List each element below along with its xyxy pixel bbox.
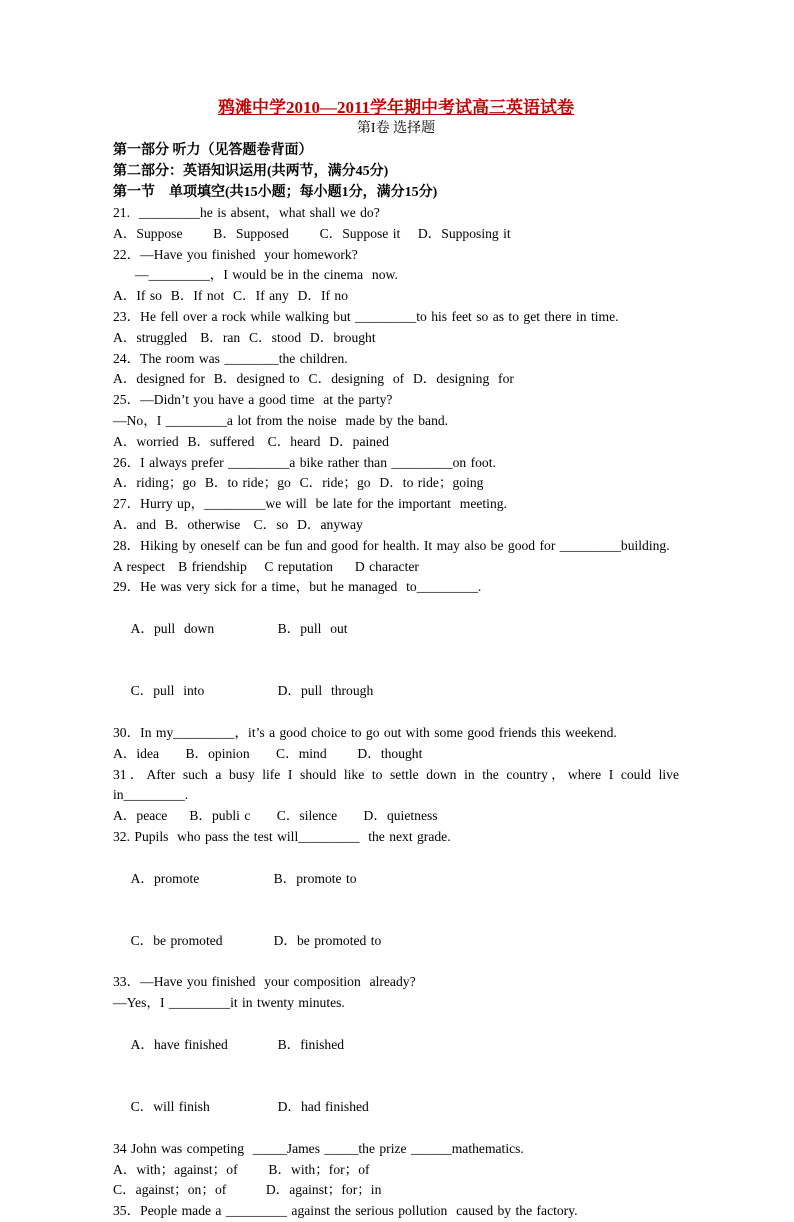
options-34-row1: A．with；against；of B．with；for；of — [113, 1161, 370, 1177]
option-33-b: B．finished — [277, 1036, 345, 1052]
question-34: 34 John was competing _____James _____the prize ______mathematics. — [113, 1140, 524, 1156]
option-29-c: C．pull into — [130, 683, 205, 699]
question-32: 32. Pupils who pass the test will_________ the next grade. — [113, 828, 451, 844]
question-22: 22．—Have you finished your homework? — [113, 246, 358, 262]
option-32-c: C．be promoted — [130, 932, 223, 948]
question-33: 33．—Have you finished your composition already? — [113, 974, 416, 990]
section-sec1-heading: 第一节 单项填空(共15小题；每小题1分，满分15分) — [113, 185, 438, 200]
options-31: A．peace B．publi c C．silence D．quietness — [113, 808, 438, 824]
options-27: A．and B．otherwise C．so D．anyway — [113, 516, 363, 532]
question-21: 21. _________he is absent，what shall we do? — [113, 205, 380, 220]
options-33-row2 — [113, 1076, 679, 1138]
section-part2-heading: 第二部分：英语知识运用(共两节，满分45分) — [113, 164, 389, 179]
options-24: A．designed for B．designed to C．designing of D．designing for — [113, 371, 514, 387]
options-21: A．Suppose B．Supposed C．Suppose it D．Supposing it — [113, 225, 511, 241]
options-33-row1 — [113, 1014, 679, 1076]
question-26: 26．I always prefer _________a bike rather than _________on foot. — [113, 454, 496, 470]
question-29: 29．He was very sick for a time，but he managed to_________. — [113, 579, 482, 595]
options-32-row2 — [113, 910, 679, 972]
question-33-reply: —Yes，I _________it in twenty minutes. — [113, 995, 345, 1011]
question-25-reply: —No，I _________a lot from the noise made by the band. — [113, 412, 449, 428]
options-29-row1 — [113, 598, 679, 660]
question-27: 27．Hurry up，_________we will be late for the important meeting. — [113, 496, 507, 512]
option-32-b: B．promote to — [273, 870, 357, 886]
options-22: A．If so B．If not C．If any D．If no — [113, 288, 349, 304]
question-28: 28．Hiking by oneself can be fun and good for health. It may also be good for _________building. — [113, 537, 670, 553]
question-35: 35．People made a _________ against the serious pollution caused by the factory. — [113, 1203, 578, 1219]
option-29-a: A．pull down — [130, 620, 215, 636]
exam-subtitle: 第I卷 选择题 — [356, 121, 436, 136]
question-23: 23．He fell over a rock while walking but _________to his feet so as to get there in time. — [113, 308, 619, 324]
options-25: A．worried B．suffered C．heard D．pained — [113, 433, 389, 449]
options-23: A．struggled B．ran C．stood D．brought — [113, 329, 376, 345]
options-26: A．riding；go B．to ride；go C．ride；go D．to ride；going — [113, 475, 484, 491]
question-30: 30．In my_________，it’s a good choice to go out with some good friends this weekend. — [113, 724, 617, 740]
options-30: A．idea B．opinion C．mind D．thought — [113, 745, 423, 761]
option-33-d: D．had finished — [277, 1099, 369, 1115]
options-34-row2: C．against；on；of D．against；for；in — [113, 1182, 382, 1198]
option-33-c: C．will finish — [130, 1099, 210, 1115]
exam-title: 鸦滩中学2010—2011学年期中考试高三英语试卷 — [217, 98, 575, 117]
option-33-a: A．have finished — [130, 1036, 228, 1052]
option-29-d: D．pull through — [277, 683, 374, 699]
option-32-a: A．promote — [130, 870, 200, 886]
exam-page — [113, 98, 679, 1222]
question-24: 24．The room was ________the children. — [113, 350, 348, 366]
option-32-d: D．be promoted to — [273, 932, 382, 948]
options-29-row2 — [113, 661, 679, 723]
options-28: A respect B friendship C reputation D character — [113, 558, 419, 574]
option-29-b: B．pull out — [277, 620, 348, 636]
section-part1-heading: 第一部分 听力（见答题卷背面） — [113, 143, 313, 158]
options-32-row1 — [113, 848, 679, 910]
question-31: 31．After such a busy life I should like to settle down in the country，where I could live in_________. — [113, 766, 679, 803]
question-22-reply: —_________，I would be in the cinema now. — [113, 267, 398, 283]
question-25: 25．—Didn’t you have a good time at the party? — [113, 392, 393, 408]
